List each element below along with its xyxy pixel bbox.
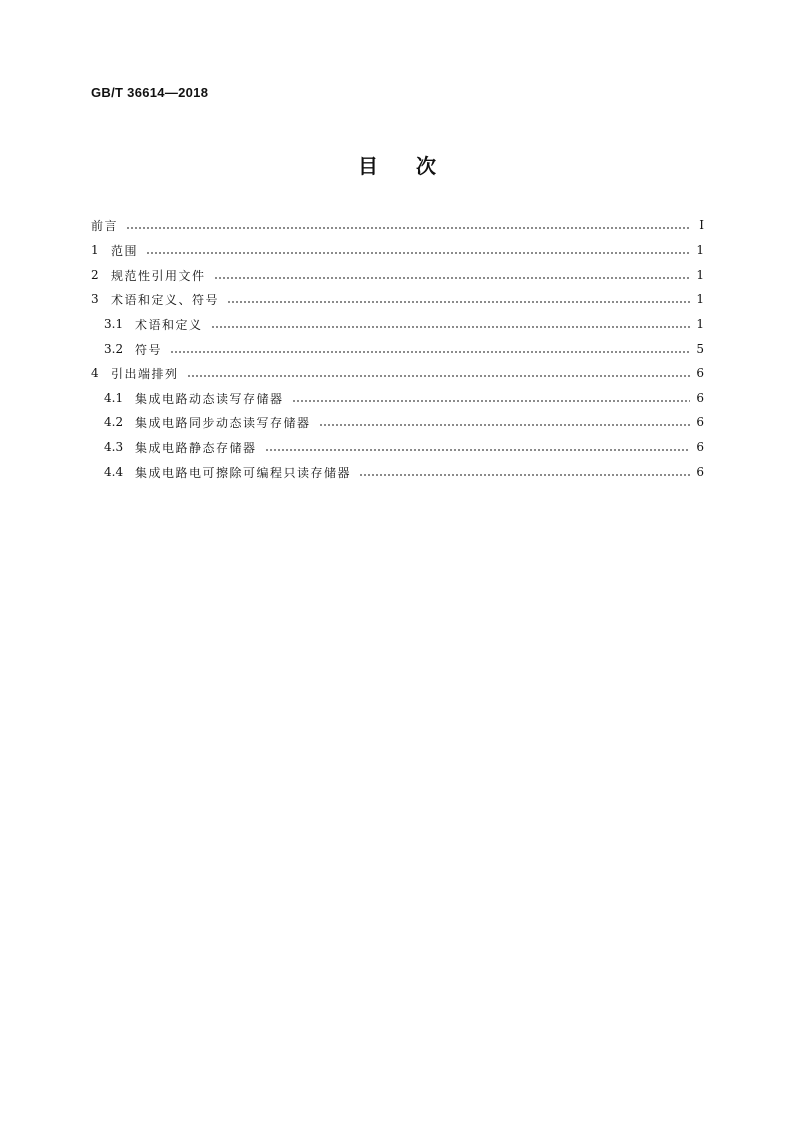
- toc-page-number: 1: [696, 243, 704, 257]
- toc-leader-dots: [319, 424, 690, 426]
- page-title: 目次: [358, 154, 474, 178]
- toc-leader-dots: [126, 227, 690, 229]
- toc-page-number: 6: [696, 465, 704, 479]
- toc-leader-dots: [146, 252, 690, 254]
- toc-entry-number: 1: [91, 243, 99, 257]
- toc-entry-3[interactable]: [91, 287, 704, 311]
- toc-page-number: 6: [696, 391, 704, 405]
- toc-leader-dots: [265, 449, 690, 451]
- toc-entry-3-1[interactable]: [104, 312, 704, 336]
- toc-page-number: 6: [696, 366, 704, 380]
- toc-entry-3-2[interactable]: [104, 337, 704, 361]
- toc-page-number: 1: [696, 268, 704, 282]
- toc-entry-number: 3: [91, 292, 99, 306]
- toc-entry-number: 4.2: [104, 415, 124, 429]
- toc-entry-number: 4: [91, 366, 99, 380]
- toc-entry-text: 集成电路电可擦除可编程只读存储器: [135, 465, 352, 480]
- toc-page-number: 1: [696, 317, 704, 331]
- toc-leader-dots: [359, 474, 690, 476]
- toc-entry-4-2[interactable]: [104, 410, 704, 434]
- toc-entry-number: 3.1: [104, 317, 124, 331]
- toc-leader-dots: [227, 301, 690, 303]
- toc-entry-4[interactable]: [91, 361, 704, 385]
- toc-leader-dots: [187, 375, 690, 377]
- toc-entry-2[interactable]: [91, 263, 704, 287]
- document-id: GB/T 36614—2018: [91, 85, 209, 100]
- toc-entry-text: 引出端排列: [111, 366, 179, 381]
- toc-leader-dots: [214, 277, 690, 279]
- toc-page-number: 5: [696, 342, 704, 356]
- toc-entry-4-1[interactable]: [104, 386, 704, 410]
- toc-page-number: 1: [696, 292, 704, 306]
- toc-page-number: 6: [696, 440, 704, 454]
- toc-entry-text: 集成电路同步动态读写存储器: [135, 415, 311, 430]
- toc-entry-number: 2: [91, 268, 99, 282]
- toc-entry-number: 4.3: [104, 440, 124, 454]
- toc-page-number: 6: [696, 415, 704, 429]
- toc-entry-text: 规范性引用文件: [111, 268, 206, 283]
- toc-entry-text: 术语和定义: [135, 317, 203, 332]
- toc-entry-number: 4.4: [104, 465, 124, 479]
- toc-entry-number: 4.1: [104, 391, 124, 405]
- toc-entry-4-4[interactable]: [104, 460, 704, 484]
- toc-entry-text: 前言: [91, 218, 119, 233]
- toc-entry-text: 集成电路动态读写存储器: [135, 391, 284, 406]
- toc-leader-dots: [170, 351, 690, 353]
- toc-entry-number: 3.2: [104, 342, 124, 356]
- toc-entry-text: 符号: [135, 342, 163, 357]
- toc-entry-4-3[interactable]: [104, 435, 704, 459]
- toc-leader-dots: [292, 400, 690, 402]
- toc-page-number: Ⅰ: [699, 218, 704, 232]
- toc-entry-text: 术语和定义、符号: [111, 292, 220, 307]
- toc-leader-dots: [211, 326, 690, 328]
- toc-entry-1[interactable]: [91, 238, 704, 262]
- toc-entry-text: 范围: [111, 243, 139, 258]
- toc-entry-foreword[interactable]: [91, 213, 704, 237]
- toc-entry-text: 集成电路静态存储器: [135, 440, 257, 455]
